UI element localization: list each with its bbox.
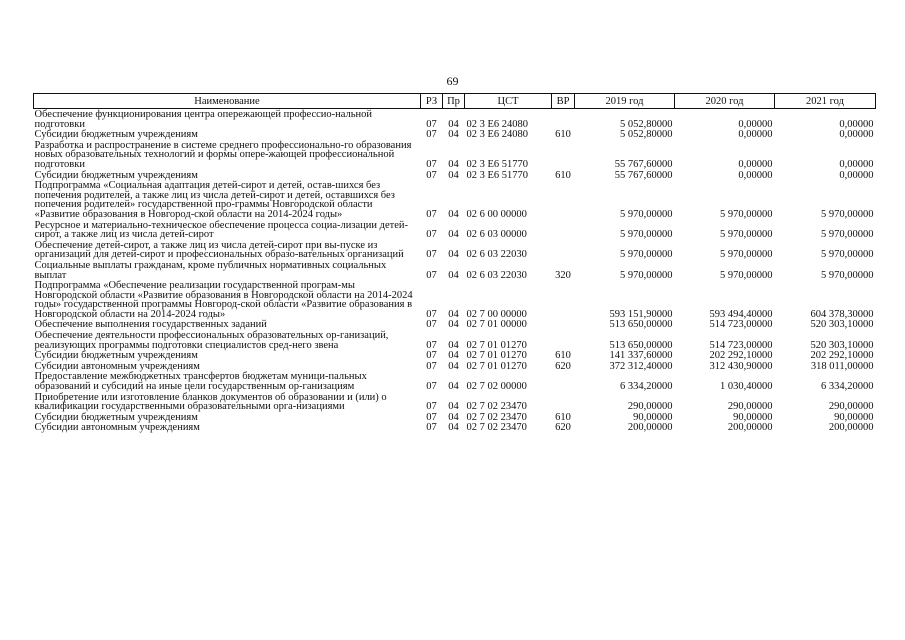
budget-table xyxy=(33,93,876,433)
row-2021-cell: 0,00000 xyxy=(839,158,874,170)
row-name-cell: Подпрограмма «Обеспечение реализации государственной програм-мы Новгородской области «Развитие образования в Новгородской области на 2014-2024 годы» государственной программы Новгород-ской области «Развитие образования в Новгородской области на 2014-2024 годы» xyxy=(34,280,413,320)
row-2021-cell: 202 292,10000 xyxy=(810,350,874,362)
row-2020-cell: 514 723,00000 xyxy=(709,339,773,351)
row-2020-cell: 312 430,90000 xyxy=(709,360,773,372)
col-header-name: Наименование xyxy=(34,94,421,109)
row-cst-cell: 02 7 02 23470 xyxy=(466,411,527,423)
row-name-cell: Субсидии бюджетным учреждениям xyxy=(34,169,198,181)
row-vr-cell: 610 xyxy=(555,129,571,141)
row-name-cell: Подпрограмма «Социальная адаптация детей-сирот и детей, остав-шихся без попечения родителей, а также лиц из числа детей-сирот и детей, оставшихся без попечения родителей» государственной про-граммы Новгородской области «Развитие образования в Новгород-ской области на 2014-2024 годы» xyxy=(34,180,395,220)
table-row xyxy=(34,280,876,319)
row-2021-cell: 5 970,00000 xyxy=(821,229,874,241)
row-2021-cell: 520 303,10000 xyxy=(810,319,874,331)
row-rz-cell: 07 xyxy=(426,169,437,181)
row-vr-cell xyxy=(552,330,575,350)
row-name-cell: Разработка и распространение в системе среднего профессионально-го образования новых образовательных технологий и формы опере-жающей профессиональной подготовки xyxy=(34,139,412,170)
row-vr-cell xyxy=(552,280,575,319)
row-2020-cell: 593 494,40000 xyxy=(709,308,773,320)
row-vr-cell xyxy=(552,180,575,219)
col-header-2019: 2019 год xyxy=(575,94,675,109)
row-name-cell: Субсидии бюджетным учреждениям xyxy=(34,411,198,423)
table-header-row xyxy=(34,94,876,109)
row-pr-cell: 04 xyxy=(448,360,459,372)
row-pr-cell: 04 xyxy=(448,169,459,181)
row-rz-cell: 07 xyxy=(426,319,437,331)
row-name-cell: Ресурсное и материально-техническое обеспечение процесса социа-лизации детей-сирот, а также лиц из числа детей-сирот xyxy=(34,219,408,241)
row-2021-cell: 604 378,30000 xyxy=(810,308,874,320)
row-rz-cell: 07 xyxy=(426,118,437,130)
table-row xyxy=(34,240,876,260)
row-vr-cell xyxy=(552,240,575,260)
row-cst-cell: 02 7 01 01270 xyxy=(466,350,527,362)
col-header-2020: 2020 год xyxy=(675,94,775,109)
row-cst-cell: 02 7 01 01270 xyxy=(466,360,527,372)
row-2020-cell: 5 970,00000 xyxy=(720,229,773,241)
row-2019-cell: 5 970,00000 xyxy=(620,208,673,220)
row-pr-cell: 04 xyxy=(448,422,459,434)
row-2019-cell: 5 970,00000 xyxy=(620,249,673,261)
row-pr-cell: 04 xyxy=(448,129,459,141)
row-name-cell: Обеспечение функционирования центра опережающей профессио-нальной подготовки xyxy=(34,109,373,130)
row-cst-cell: 02 3 E6 51770 xyxy=(466,158,529,170)
row-2021-cell: 520 303,10000 xyxy=(810,339,874,351)
row-rz-cell: 07 xyxy=(426,350,437,362)
row-2021-cell: 0,00000 xyxy=(839,169,874,181)
row-2019-cell: 200,00000 xyxy=(627,422,673,434)
row-pr-cell: 04 xyxy=(448,339,459,351)
row-pr-cell: 04 xyxy=(448,308,459,320)
row-rz-cell: 07 xyxy=(426,339,437,351)
col-header-cst: ЦСТ xyxy=(465,94,552,109)
table-row xyxy=(34,109,876,130)
row-vr-cell: 610 xyxy=(555,411,571,423)
col-header-rz: РЗ xyxy=(421,94,443,109)
table-row xyxy=(34,392,876,412)
row-vr-cell xyxy=(552,220,575,240)
table-row xyxy=(34,180,876,219)
row-rz-cell: 07 xyxy=(426,129,437,141)
row-2019-cell: 5 052,80000 xyxy=(620,118,673,130)
row-cst-cell: 02 7 01 00000 xyxy=(466,319,527,331)
row-name-cell: Обеспечение детей-сирот, а также лиц из числа детей-сирот при вы-пуске из организаций для детей-сирот и профессиональных образо-вательных организаций xyxy=(34,239,404,261)
row-2021-cell: 0,00000 xyxy=(839,129,874,141)
row-pr-cell: 04 xyxy=(448,118,459,130)
row-2019-cell: 5 970,00000 xyxy=(620,269,673,281)
page-number: 69 xyxy=(446,74,459,88)
row-2019-cell: 513 650,00000 xyxy=(609,319,673,331)
row-cst-cell: 02 7 01 01270 xyxy=(466,339,527,351)
row-2021-cell: 5 970,00000 xyxy=(821,249,874,261)
row-rz-cell: 07 xyxy=(426,411,437,423)
row-pr-cell: 04 xyxy=(448,319,459,331)
row-rz-cell: 07 xyxy=(426,381,437,393)
row-vr-cell: 620 xyxy=(555,422,571,434)
row-2021-cell: 90,00000 xyxy=(834,411,874,423)
row-rz-cell: 07 xyxy=(426,158,437,170)
row-pr-cell: 04 xyxy=(448,411,459,423)
row-2021-cell: 0,00000 xyxy=(839,118,874,130)
row-name-cell: Обеспечение выполнения государственных заданий xyxy=(34,319,267,331)
row-2020-cell: 0,00000 xyxy=(738,129,773,141)
row-rz-cell: 07 xyxy=(426,401,437,413)
row-2019-cell: 5 970,00000 xyxy=(620,229,673,241)
row-2020-cell: 290,00000 xyxy=(727,401,773,413)
table-row xyxy=(34,330,876,350)
row-2020-cell: 0,00000 xyxy=(738,158,773,170)
table-row xyxy=(34,361,876,372)
table-row xyxy=(34,319,876,330)
row-name-cell: Субсидии автономным учреждениям xyxy=(34,360,200,372)
row-vr-cell xyxy=(552,140,575,170)
row-rz-cell: 07 xyxy=(426,308,437,320)
row-cst-cell: 02 6 00 00000 xyxy=(466,208,527,220)
row-cst-cell: 02 7 00 00000 xyxy=(466,308,527,320)
row-vr-cell: 320 xyxy=(555,269,571,281)
row-vr-cell xyxy=(552,371,575,391)
row-2021-cell: 318 011,00000 xyxy=(810,360,874,372)
row-2021-cell: 5 970,00000 xyxy=(821,208,874,220)
table-row xyxy=(34,350,876,361)
row-cst-cell: 02 7 02 23470 xyxy=(466,401,527,413)
row-2020-cell: 5 970,00000 xyxy=(720,208,773,220)
row-name-cell: Субсидии автономным учреждениям xyxy=(34,422,200,434)
col-header-pr: Пр xyxy=(443,94,465,109)
row-cst-cell: 02 3 E6 24080 xyxy=(466,129,529,141)
table-row xyxy=(34,371,876,391)
row-2019-cell: 55 767,60000 xyxy=(614,158,673,170)
row-pr-cell: 04 xyxy=(448,158,459,170)
row-2019-cell: 141 337,60000 xyxy=(609,350,673,362)
row-vr-cell: 610 xyxy=(555,350,571,362)
row-name-cell: Предоставление межбюджетных трансфертов бюджетам муници-пальных образований и субсидий на иные цели государственным ор-ганизациям xyxy=(34,371,367,393)
row-name-cell: Субсидии бюджетным учреждениям xyxy=(34,350,198,362)
row-2021-cell: 200,00000 xyxy=(828,422,874,434)
row-vr-cell: 620 xyxy=(555,360,571,372)
row-2019-cell: 6 334,20000 xyxy=(620,381,673,393)
col-header-vr: ВР xyxy=(552,94,575,109)
row-2020-cell: 202 292,10000 xyxy=(709,350,773,362)
row-name-cell: Субсидии бюджетным учреждениям xyxy=(34,129,198,141)
table-row xyxy=(34,129,876,140)
row-cst-cell: 02 6 03 22030 xyxy=(466,269,527,281)
row-pr-cell: 04 xyxy=(448,401,459,413)
row-2019-cell: 372 312,40000 xyxy=(609,360,673,372)
row-pr-cell: 04 xyxy=(448,381,459,393)
row-pr-cell: 04 xyxy=(448,229,459,241)
row-vr-cell xyxy=(552,109,575,130)
row-pr-cell: 04 xyxy=(448,269,459,281)
row-2020-cell: 0,00000 xyxy=(738,169,773,181)
row-name-cell: Обеспечение деятельности профессиональных образовательных ор-ганизаций, реализующих программы подготовки специалистов сред-него звена xyxy=(34,330,389,351)
row-vr-cell xyxy=(552,392,575,412)
table-row xyxy=(34,220,876,240)
row-rz-cell: 07 xyxy=(426,208,437,220)
row-pr-cell: 04 xyxy=(448,350,459,362)
row-2020-cell: 514 723,00000 xyxy=(709,319,773,331)
row-rz-cell: 07 xyxy=(426,422,437,434)
row-2020-cell: 5 970,00000 xyxy=(720,249,773,261)
row-rz-cell: 07 xyxy=(426,269,437,281)
row-2019-cell: 90,00000 xyxy=(633,411,673,423)
row-rz-cell: 07 xyxy=(426,360,437,372)
row-vr-cell: 610 xyxy=(555,169,571,181)
table-row xyxy=(34,140,876,170)
col-header-2021: 2021 год xyxy=(775,94,876,109)
row-2020-cell: 90,00000 xyxy=(733,411,773,423)
row-cst-cell: 02 6 03 00000 xyxy=(466,229,527,241)
row-name-cell: Приобретение или изготовление бланков документов об образовании и (или) о квалификации государственными образовательными орга-низациями xyxy=(34,391,387,413)
table-row xyxy=(34,260,876,280)
row-2020-cell: 5 970,00000 xyxy=(720,269,773,281)
row-name-cell: Социальные выплаты гражданам, кроме публичных нормативных социальных выплат xyxy=(34,259,387,281)
row-2020-cell: 0,00000 xyxy=(738,118,773,130)
row-2019-cell: 593 151,90000 xyxy=(609,308,673,320)
row-cst-cell: 02 3 E6 51770 xyxy=(466,169,529,181)
row-2021-cell: 290,00000 xyxy=(828,401,874,413)
row-2020-cell: 200,00000 xyxy=(727,422,773,434)
row-rz-cell: 07 xyxy=(426,229,437,241)
row-2019-cell: 55 767,60000 xyxy=(614,169,673,181)
table-row xyxy=(34,170,876,181)
row-rz-cell: 07 xyxy=(426,249,437,261)
row-cst-cell: 02 6 03 22030 xyxy=(466,249,527,261)
row-2019-cell: 513 650,00000 xyxy=(609,339,673,351)
row-cst-cell: 02 3 E6 24080 xyxy=(466,118,529,130)
row-vr-cell xyxy=(552,319,575,330)
row-cst-cell: 02 7 02 23470 xyxy=(466,422,527,434)
row-cst-cell: 02 7 02 00000 xyxy=(466,381,527,393)
row-2020-cell: 1 030,40000 xyxy=(720,381,773,393)
row-2019-cell: 5 052,80000 xyxy=(620,129,673,141)
row-2019-cell: 290,00000 xyxy=(627,401,673,413)
table-row xyxy=(34,412,876,423)
row-2021-cell: 6 334,20000 xyxy=(821,381,874,393)
row-pr-cell: 04 xyxy=(448,208,459,220)
row-pr-cell: 04 xyxy=(448,249,459,261)
table-row xyxy=(34,422,876,433)
row-2021-cell: 5 970,00000 xyxy=(821,269,874,281)
